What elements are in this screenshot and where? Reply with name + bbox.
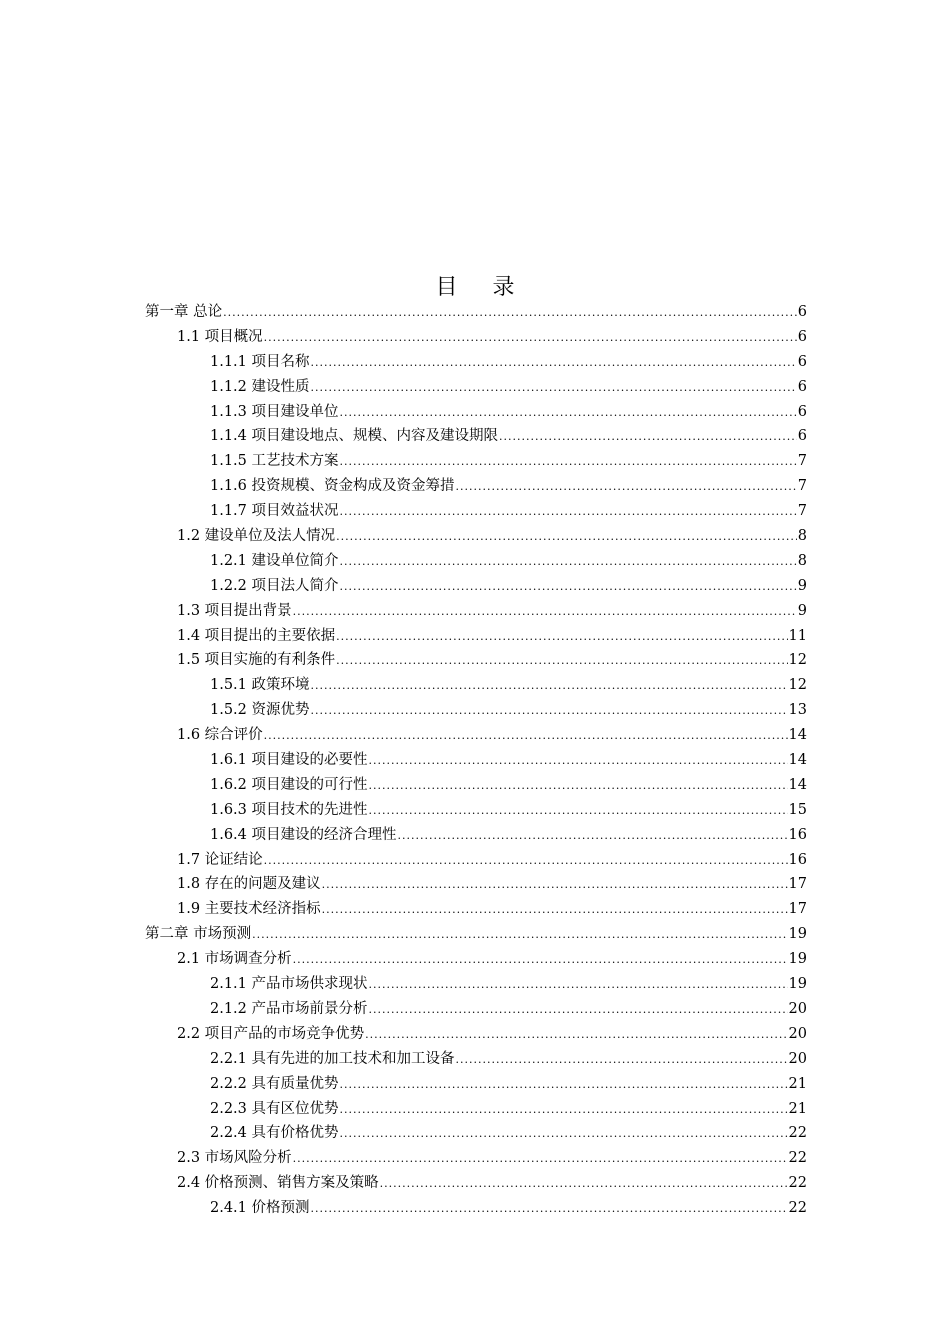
toc-entry[interactable] bbox=[145, 823, 807, 848]
toc-entry[interactable] bbox=[145, 325, 807, 350]
toc-entry-label: 1.1.1 项目名称 bbox=[210, 353, 310, 370]
toc-entry-label: 2.2.3 具有区位优势 bbox=[210, 1100, 339, 1117]
toc-entry[interactable] bbox=[145, 773, 807, 798]
toc-entry-label: 1.6.3 项目技术的先进性 bbox=[210, 801, 368, 818]
toc-entry[interactable] bbox=[145, 1022, 807, 1047]
toc-entry-page-number: 16 bbox=[788, 851, 807, 868]
toc-entry-page-number: 6 bbox=[797, 428, 807, 445]
toc-dot-leader bbox=[311, 381, 797, 394]
toc-dot-leader bbox=[365, 1028, 787, 1041]
toc-entry-label: 1.9 主要技术经济指标 bbox=[177, 901, 321, 918]
toc-entry-label: 第一章 总论 bbox=[145, 304, 223, 320]
toc-entry-page-number: 22 bbox=[788, 1175, 807, 1192]
toc-entry[interactable] bbox=[145, 673, 807, 698]
toc-entry[interactable] bbox=[145, 1047, 807, 1072]
toc-entry[interactable] bbox=[145, 848, 807, 873]
toc-entry[interactable] bbox=[145, 648, 807, 673]
toc-entry-page-number: 6 bbox=[797, 378, 807, 395]
toc-entry[interactable] bbox=[145, 698, 807, 723]
toc-entry-label: 2.2.2 具有质量优势 bbox=[210, 1075, 339, 1092]
toc-entry-label: 1.1 项目概况 bbox=[177, 328, 263, 345]
toc-entry-page-number: 21 bbox=[788, 1100, 807, 1117]
toc-entry-page-number: 19 bbox=[788, 951, 807, 968]
toc-entry-page-number: 14 bbox=[788, 727, 807, 744]
toc-dot-leader bbox=[336, 530, 797, 543]
table-of-contents bbox=[145, 300, 807, 1221]
toc-entry-page-number: 13 bbox=[788, 702, 807, 719]
toc-dot-leader bbox=[311, 679, 788, 692]
toc-dot-leader bbox=[398, 829, 788, 842]
toc-entry[interactable] bbox=[145, 574, 807, 599]
toc-dot-leader bbox=[340, 555, 797, 568]
toc-entry-label: 1.1.5 工艺技术方案 bbox=[210, 453, 339, 470]
toc-dot-leader bbox=[340, 505, 797, 518]
toc-entry[interactable] bbox=[145, 972, 807, 997]
toc-entry-label: 2.2.4 具有价格优势 bbox=[210, 1125, 339, 1142]
toc-entry[interactable] bbox=[145, 499, 807, 524]
toc-entry-label: 2.1.1 产品市场供求现状 bbox=[210, 976, 368, 993]
toc-dot-leader bbox=[380, 1177, 788, 1190]
toc-entry-label: 1.5.2 资源优势 bbox=[210, 702, 310, 719]
toc-dot-leader bbox=[369, 1003, 788, 1016]
toc-entry-label: 1.5 项目实施的有利条件 bbox=[177, 652, 336, 669]
toc-title: 目 录 bbox=[435, 275, 529, 300]
toc-entry-label: 2.2.1 具有先进的加工技术和加工设备 bbox=[210, 1050, 455, 1067]
toc-entry[interactable] bbox=[145, 524, 807, 549]
toc-entry-label: 2.1.2 产品市场前景分析 bbox=[210, 1000, 368, 1017]
toc-entry-page-number: 12 bbox=[788, 652, 807, 669]
toc-entry-label: 1.1.6 投资规模、资金构成及资金筹措 bbox=[210, 478, 455, 495]
toc-entry[interactable] bbox=[145, 922, 807, 947]
toc-entry[interactable] bbox=[145, 1146, 807, 1171]
toc-dot-leader bbox=[293, 953, 788, 966]
toc-entry-label: 1.4 项目提出的主要依据 bbox=[177, 627, 336, 644]
toc-entry-page-number: 7 bbox=[797, 453, 807, 470]
toc-entry-label: 1.6.2 项目建设的可行性 bbox=[210, 776, 368, 793]
toc-entry-page-number: 20 bbox=[788, 1025, 807, 1042]
toc-entry-label: 2.3 市场风险分析 bbox=[177, 1150, 292, 1167]
toc-entry[interactable] bbox=[145, 748, 807, 773]
toc-entry[interactable] bbox=[145, 1121, 807, 1146]
toc-entry-page-number: 15 bbox=[788, 801, 807, 818]
toc-entry-label: 1.8 存在的问题及建议 bbox=[177, 876, 321, 893]
toc-entry-page-number: 9 bbox=[797, 577, 807, 594]
toc-dot-leader bbox=[340, 1078, 788, 1091]
toc-dot-leader bbox=[311, 356, 797, 369]
toc-entry-label: 1.1.4 项目建设地点、规模、内容及建设期限 bbox=[210, 428, 499, 445]
toc-dot-leader bbox=[264, 854, 788, 867]
toc-entry[interactable] bbox=[145, 1196, 807, 1221]
toc-entry-label: 第二章 市场预测 bbox=[145, 926, 252, 943]
toc-entry-page-number: 16 bbox=[788, 826, 807, 843]
toc-dot-leader bbox=[223, 306, 797, 319]
toc-entry-label: 1.1.2 建设性质 bbox=[210, 378, 310, 395]
toc-entry-label: 2.2 项目产品的市场竞争优势 bbox=[177, 1025, 365, 1042]
toc-dot-leader bbox=[311, 704, 788, 717]
toc-dot-leader bbox=[369, 754, 788, 767]
toc-dot-leader bbox=[369, 779, 788, 792]
toc-entry[interactable] bbox=[145, 1097, 807, 1122]
toc-entry-page-number: 20 bbox=[788, 1050, 807, 1067]
toc-entry-label: 1.3 项目提出背景 bbox=[177, 602, 292, 619]
toc-entry[interactable] bbox=[145, 897, 807, 922]
toc-entry-label: 1.2.2 项目法人简介 bbox=[210, 577, 339, 594]
toc-entry-page-number: 19 bbox=[788, 926, 807, 943]
toc-entry[interactable] bbox=[145, 798, 807, 823]
toc-dot-leader bbox=[293, 605, 797, 618]
toc-entry[interactable] bbox=[145, 449, 807, 474]
toc-dot-leader bbox=[340, 455, 797, 468]
toc-dot-leader bbox=[369, 804, 788, 817]
toc-dot-leader bbox=[340, 580, 797, 593]
toc-dot-leader bbox=[456, 1053, 788, 1066]
toc-dot-leader bbox=[293, 1152, 788, 1165]
toc-entry[interactable] bbox=[145, 400, 807, 425]
toc-entry[interactable] bbox=[145, 375, 807, 400]
toc-entry-label: 2.4 价格预测、销售方案及策略 bbox=[177, 1175, 379, 1192]
toc-dot-leader bbox=[340, 1103, 788, 1116]
toc-entry-page-number: 21 bbox=[788, 1075, 807, 1092]
toc-entry[interactable] bbox=[145, 997, 807, 1022]
toc-entry-page-number: 14 bbox=[788, 752, 807, 769]
toc-entry-page-number: 6 bbox=[797, 328, 807, 345]
toc-entry-page-number: 8 bbox=[797, 528, 807, 545]
toc-entry-label: 1.6 综合评价 bbox=[177, 727, 263, 744]
toc-entry-page-number: 6 bbox=[797, 304, 807, 320]
toc-dot-leader bbox=[322, 878, 788, 891]
toc-entry[interactable] bbox=[145, 872, 807, 897]
toc-dot-leader bbox=[336, 654, 787, 667]
toc-dot-leader bbox=[369, 978, 788, 991]
toc-entry[interactable] bbox=[145, 300, 807, 325]
toc-dot-leader bbox=[340, 1127, 788, 1140]
toc-entry-page-number: 6 bbox=[797, 403, 807, 420]
toc-entry[interactable] bbox=[145, 624, 807, 649]
toc-dot-leader bbox=[264, 331, 797, 344]
toc-entry-page-number: 19 bbox=[788, 976, 807, 993]
toc-entry[interactable] bbox=[145, 474, 807, 499]
toc-dot-leader bbox=[499, 430, 797, 443]
toc-dot-leader bbox=[456, 480, 797, 493]
toc-entry-label: 1.7 论证结论 bbox=[177, 851, 263, 868]
toc-entry-label: 2.4.1 价格预测 bbox=[210, 1200, 310, 1217]
toc-entry[interactable] bbox=[145, 549, 807, 574]
toc-entry-label: 2.1 市场调查分析 bbox=[177, 951, 292, 968]
toc-dot-leader bbox=[340, 406, 797, 419]
toc-entry-page-number: 8 bbox=[797, 552, 807, 569]
toc-entry-page-number: 11 bbox=[788, 627, 807, 644]
toc-entry-label: 1.6.4 项目建设的经济合理性 bbox=[210, 826, 397, 843]
toc-entry-page-number: 17 bbox=[788, 901, 807, 918]
toc-entry-label: 1.1.3 项目建设单位 bbox=[210, 403, 339, 420]
toc-entry[interactable] bbox=[145, 599, 807, 624]
toc-entry-page-number: 22 bbox=[788, 1200, 807, 1217]
toc-dot-leader bbox=[322, 903, 788, 916]
toc-entry-label: 1.2.1 建设单位简介 bbox=[210, 552, 339, 569]
toc-entry-page-number: 9 bbox=[797, 602, 807, 619]
toc-entry-page-number: 22 bbox=[788, 1150, 807, 1167]
toc-entry[interactable] bbox=[145, 350, 807, 375]
toc-entry[interactable] bbox=[145, 1072, 807, 1097]
toc-entry[interactable] bbox=[145, 424, 807, 449]
toc-entry-label: 1.6.1 项目建设的必要性 bbox=[210, 752, 368, 769]
toc-dot-leader bbox=[311, 1202, 788, 1215]
toc-entry-label: 1.2 建设单位及法人情况 bbox=[177, 528, 336, 545]
toc-entry[interactable] bbox=[145, 723, 807, 748]
toc-dot-leader bbox=[264, 729, 788, 742]
toc-entry-page-number: 7 bbox=[797, 478, 807, 495]
toc-entry-label: 1.1.7 项目效益状况 bbox=[210, 503, 339, 520]
toc-entry-label: 1.5.1 政策环境 bbox=[210, 677, 310, 694]
toc-entry-page-number: 12 bbox=[788, 677, 807, 694]
toc-entry-page-number: 6 bbox=[797, 353, 807, 370]
toc-entry-page-number: 22 bbox=[788, 1125, 807, 1142]
toc-entry-page-number: 17 bbox=[788, 876, 807, 893]
toc-entry-page-number: 20 bbox=[788, 1000, 807, 1017]
toc-entry-page-number: 7 bbox=[797, 503, 807, 520]
toc-entry[interactable] bbox=[145, 947, 807, 972]
toc-entry-page-number: 14 bbox=[788, 776, 807, 793]
toc-entry[interactable] bbox=[145, 1171, 807, 1196]
toc-dot-leader bbox=[336, 630, 787, 643]
toc-dot-leader bbox=[252, 928, 787, 941]
